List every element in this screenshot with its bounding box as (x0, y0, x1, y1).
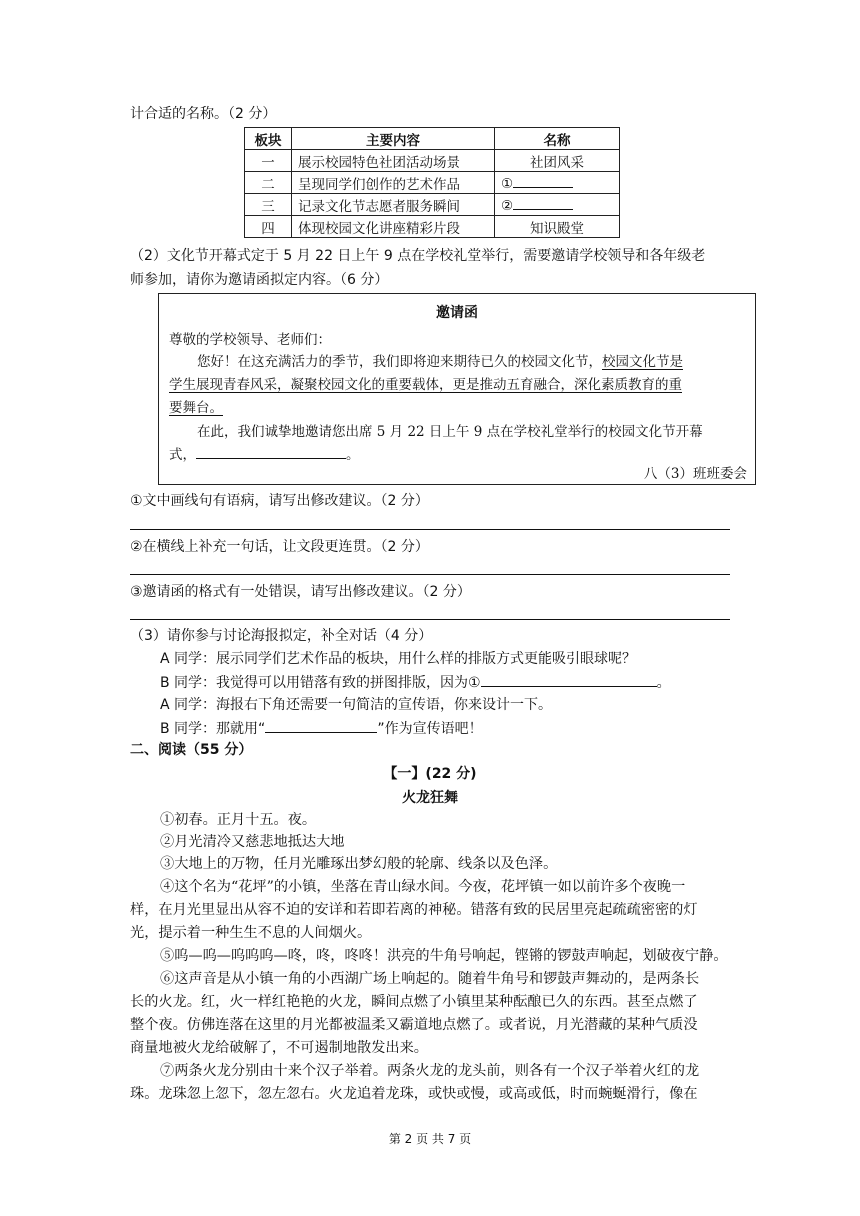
sub-question-1: ①文中画线句有语病，请写出修改建议。（2 分） (130, 493, 429, 509)
article-line: ⑦两条火龙分别由十来个汉子举着。两条火龙的龙头前，则各有一个汉子举着火红的龙 (160, 1063, 700, 1079)
article-line: ①初春。正月十五。夜。 (160, 812, 317, 828)
dialog-a2: A 同学：海报右下角还需要一句简洁的宣传语，你来设计一下。 (160, 697, 553, 713)
question-2-line2: 师参加，请你为邀请函拟定内容。（6 分） (130, 272, 389, 288)
answer-line[interactable] (130, 574, 730, 575)
table-cell (495, 172, 620, 194)
article-line: 样，在月光里显出从容不迫的安详和若即若离的神秘。错落有致的民居里亮起疏疏密密的灯 (130, 902, 698, 918)
article-title: 火龙狂舞 (402, 790, 458, 806)
table-row (245, 172, 620, 194)
article-line: 光，提示着一种生生不息的人间烟火。 (130, 925, 372, 941)
answer-blank[interactable] (513, 173, 573, 188)
letter-text: 您好！在这充满活力的季节，我们即将迎来期待已久的校园文化节， (197, 354, 602, 370)
letter-salutation: 尊敬的学校领导、老师们： (169, 332, 331, 348)
sub-question-2: ②在横线上补充一句话，让文段更连贯。（2 分） (130, 539, 429, 555)
underlined-sentence: 校园文化节是 (602, 354, 683, 370)
article-line: ③大地上的万物，任月光雕琢出梦幻般的轮廓、线条以及色泽。 (160, 856, 558, 872)
dialog-a1: A 同学：展示同学们艺术作品的板块，用什么样的排版方式更能吸引眼球呢？ (160, 651, 637, 667)
article-line: 长的火龙。红，火一样红艳艳的火龙，瞬间点燃了小镇里某种酝酿已久的东西。甚至点燃了 (130, 994, 698, 1010)
letter-signature: 八（3）班班委会 (643, 466, 747, 482)
invitation-box (158, 293, 756, 485)
table-cell: 社团风采 (495, 150, 620, 172)
underlined-sentence: 要舞台。 (169, 400, 223, 416)
answer-line[interactable] (130, 529, 730, 530)
table-cell: 知识殿堂 (495, 216, 620, 238)
blank-label: ① (501, 176, 514, 192)
table-header: 板块 (245, 128, 292, 150)
article-line: ②月光清冷又慈悲地抵达大地 (160, 834, 345, 850)
dialog-text: 。 (656, 675, 671, 691)
blank-label: ② (501, 198, 514, 214)
table-cell: 呈现同学们创作的艺术作品 (292, 172, 495, 194)
section-heading: 二、阅读（55 分） (130, 742, 253, 758)
dialog-text: ”作为宣传语吧！ (377, 721, 483, 737)
article-line: 整个夜。仿佛连落在这里的月光都被温柔又霸道地点燃了。或者说，月光潜藏的某种气质没 (130, 1017, 698, 1033)
letter-p2-line2 (169, 443, 360, 463)
answer-blank[interactable] (513, 195, 573, 210)
article-line: ⑤呜—呜—呜呜呜—咚，咚，咚咚！洪亮的牛角号响起，铿锵的锣鼓声响起，划破夜宁静。 (160, 948, 728, 964)
table-cell: 体现校园文化讲座精彩片段 (292, 216, 495, 238)
letter-text: 。 (346, 447, 360, 463)
answer-blank[interactable] (265, 718, 377, 733)
table-header-row (245, 128, 620, 150)
table-cell: 记录文化节志愿者服务瞬间 (292, 194, 495, 216)
table-header: 名称 (495, 128, 620, 150)
page-footer: 第 2 页 共 7 页 (388, 1132, 472, 1146)
table-cell: 展示校园特色社团活动场景 (292, 150, 495, 172)
table-row (245, 194, 620, 216)
dialog-b1 (160, 672, 671, 693)
underlined-sentence: 学生展现青春风采，凝聚校园文化的重要载体，更是推动五育融合，深化素质教育的重 (169, 377, 682, 393)
dialog-text: B 同学：那就用“ (160, 721, 266, 737)
letter-p1-line1 (197, 350, 683, 370)
table-cell (495, 194, 620, 216)
question-3-title: （3）请你参与讨论海报拟定，补全对话（4 分） (130, 628, 433, 644)
dialog-b2 (160, 718, 483, 739)
article-line: 珠。龙珠忽上忽下，忽左忽右。火龙追着龙珠，或快或慢，或高或低，时而蜿蜒滑行，像在 (130, 1086, 698, 1102)
article-line: ⑥这声音是从小镇一角的小西湖广场上响起的。随着牛角号和锣鼓声舞动的，是两条长 (160, 971, 700, 987)
dialog-text: B 同学：我觉得可以用错落有致的拼图排版，因为① (160, 675, 481, 691)
answer-blank[interactable] (196, 444, 346, 459)
table-cell: 三 (245, 194, 292, 216)
question-2-line1: （2）文化节开幕式定于 5 月 22 日上午 9 点在学校礼堂举行，需要邀请学校领导和各年级老 (130, 248, 706, 264)
table-row (245, 150, 620, 172)
letter-p2-line1: 在此，我们诚挚地邀请您出席 5 月 22 日上午 9 点在学校礼堂举行的校园文化节开幕 (197, 424, 703, 440)
intro-tail: 计合适的名称。（2 分） (130, 106, 277, 122)
article-line: 商量地被火龙给破解了，不可遏制地散发出来。 (130, 1040, 428, 1056)
table-header: 主要内容 (292, 128, 495, 150)
table-cell: 一 (245, 150, 292, 172)
table-cell: 四 (245, 216, 292, 238)
article-line: ④这个名为“花坪”的小镇，坐落在青山绿水间。今夜，花坪镇一如以前许多个夜晚一 (160, 879, 686, 895)
table-row (245, 216, 620, 238)
table-cell: 二 (245, 172, 292, 194)
part-heading: 【一】(22 分) (383, 766, 477, 782)
letter-title: 邀请函 (436, 305, 478, 321)
answer-blank[interactable] (481, 672, 657, 687)
answer-line[interactable] (130, 619, 730, 620)
letter-text: 式， (169, 447, 196, 463)
section-table (244, 127, 620, 238)
sub-question-3: ③邀请函的格式有一处错误，请写出修改建议。（2 分） (130, 584, 471, 600)
